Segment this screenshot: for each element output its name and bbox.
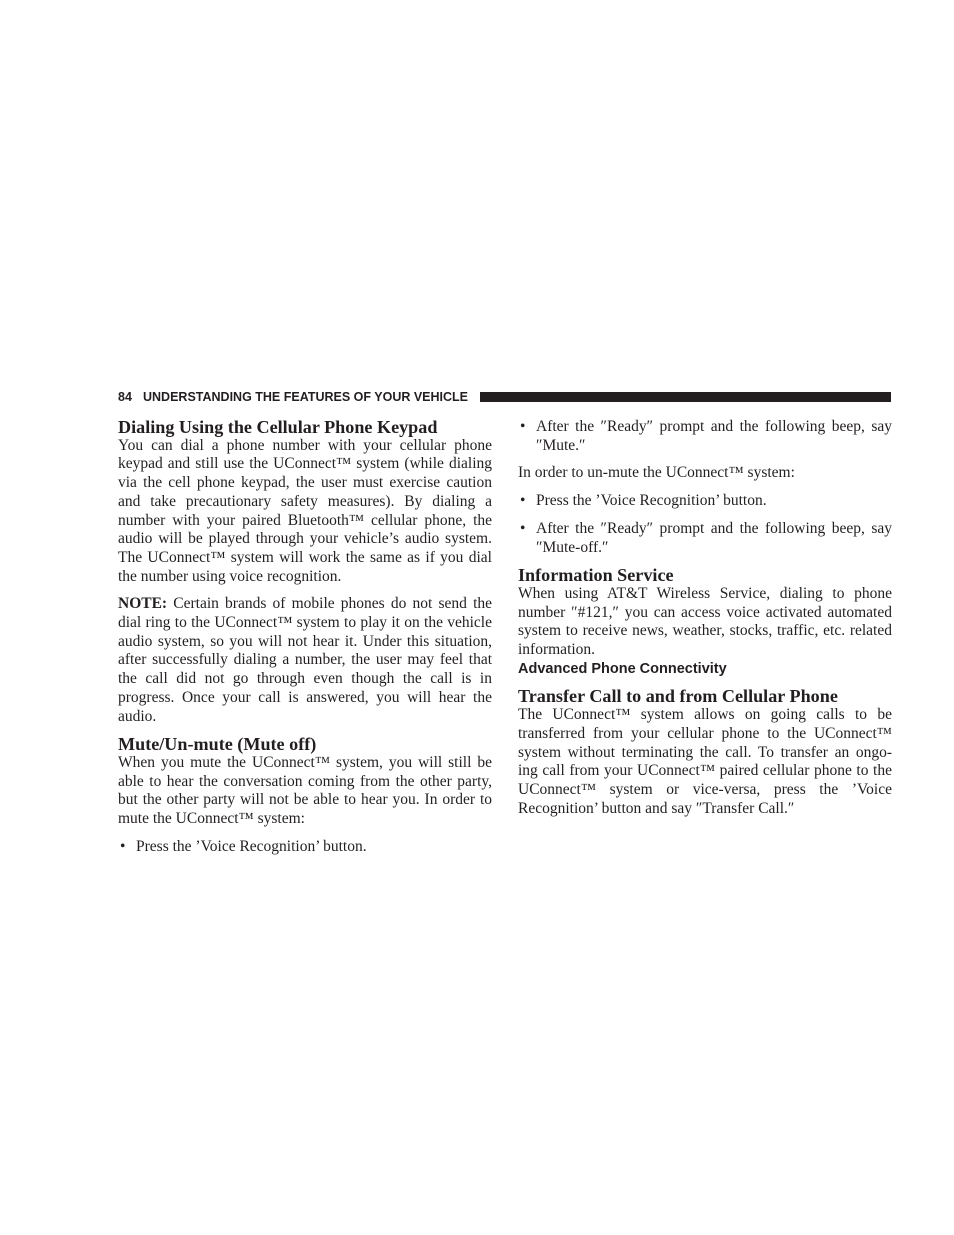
note-label: NOTE: [118,595,168,613]
bullet-icon: • [120,837,126,855]
page-number: 84 [118,390,133,404]
unmute-intro: In order to un-mute the UConnect™ system: [518,464,795,482]
section-title: UNDERSTANDING THE FEATURES OF YOUR VEHICLE [143,390,469,404]
left-column [118,418,492,856]
bullet-icon: • [520,519,526,537]
list-item-text: After the ″Ready″ prompt and the following beep, say ″Mute.″ [536,418,892,454]
bullet-icon: • [520,492,526,510]
list-item [118,838,492,857]
mute-paragraph: When you mute the UConnect™ system, you will still be able to hear the conversation coming from the other party, but the other party will not be able to hear you. In order to mute the UConnect™ system: [118,753,492,828]
list-item-text: Press the ’Voice Recognition’ button. [136,837,367,855]
list-item [518,520,892,557]
transfer-heading: Transfer Call to and from Cellular Phone [518,686,838,707]
dialing-heading: Dialing Using the Cellular Phone Keypad [118,417,438,437]
list-item-text: After the ″Ready″ prompt and the following beep, say ″Mute-off.″ [536,519,892,556]
mute-heading: Mute/Un-mute (Mute off) [118,734,317,755]
header-rule-bar [480,392,891,402]
dialing-paragraph: You can dial a phone number with your cellular phone keypad and still use the UConnect™ system (while dialing via the cell phone keypad, the user must exercise caution and take precautionary safety measures). By dialing a number with your paired Bluetooth™ cellular phone, the audio will be played through your vehicle’s audio system. The UConnect™ system will work the same as if you dial the number using voice recognition. [118,436,492,585]
list-item [518,492,892,511]
list-item-text: Press the ’Voice Recognition’ button. [536,492,767,510]
note-body: Certain brands of mobile phones do not send the dial ring to the UConnect™ system to play it on the vehicle audio system, so you will not hear it. Under this situation, after successfully dialing a number, the user may feel that the call did not go through even though the call is in progress. Once your call is answered, you will hear the audio. [118,595,493,725]
page-header [118,389,891,407]
bullet-icon: • [520,418,526,435]
transfer-paragraph: The UConnect™ system allows on going calls to be transferred from your cellular phone to the UConnect™ system without terminating the call. To transfer an ongo- ing call from your UConnect™ paired cellular phone to the UConnect™ system or vice-versa, press the ’Voice Recognition’ button and say ″Transfer Call.″ [518,706,892,817]
note-paragraph [118,595,492,726]
info-paragraph: When using AT&T Wireless Service, dialing to phone number ″#121,″ you can access voice activated automated system to receive news, weather, stocks, traffic, etc. related information. [518,584,892,659]
advanced-heading: Advanced Phone Connectivity [518,660,727,677]
right-column [518,418,892,818]
list-item [518,418,892,455]
info-heading: Information Service [518,565,674,586]
